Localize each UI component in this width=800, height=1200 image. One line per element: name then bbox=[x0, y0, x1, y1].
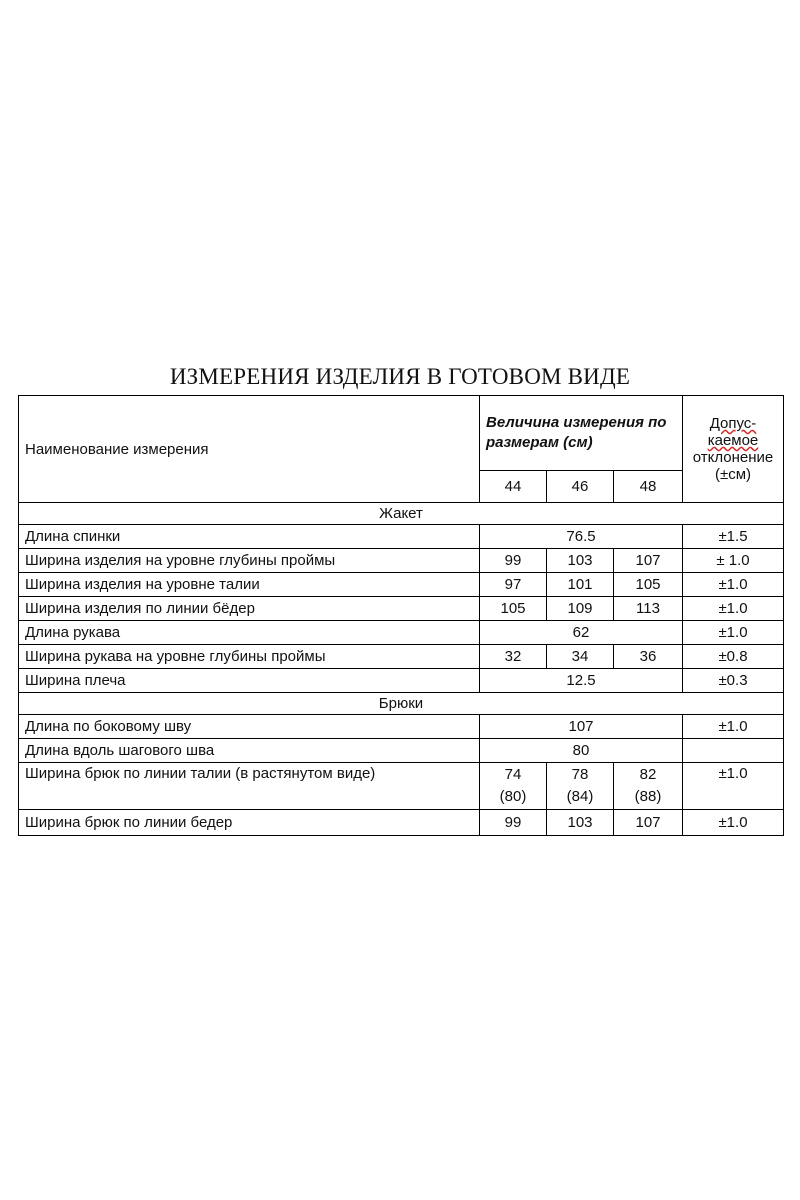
row-name: Ширина брюк по линии бедер bbox=[19, 810, 480, 836]
row-value-44: 97 bbox=[480, 573, 547, 597]
row-value-48 bbox=[614, 763, 683, 810]
row-value: 12.5 bbox=[480, 669, 683, 693]
header-name-label: Наименование измерения bbox=[19, 396, 480, 503]
table-row bbox=[19, 645, 784, 669]
row-tolerance: ±1.0 bbox=[683, 810, 784, 836]
row-value-48: 105 bbox=[614, 573, 683, 597]
row-name: Ширина плеча bbox=[19, 669, 480, 693]
row-tolerance: ±1.0 bbox=[683, 573, 784, 597]
row-value-44: 32 bbox=[480, 645, 547, 669]
page-title: ИЗМЕРЕНИЯ ИЗДЕЛИЯ В ГОТОВОМ ВИДЕ bbox=[169, 364, 631, 389]
table-row bbox=[19, 621, 784, 645]
table-row bbox=[19, 810, 784, 836]
row-value-46: 103 bbox=[547, 549, 614, 573]
row-value-46: 109 bbox=[547, 597, 614, 621]
table-row bbox=[19, 525, 784, 549]
row-tolerance: ±1.0 bbox=[683, 763, 784, 810]
row-value-46: 34 bbox=[547, 645, 614, 669]
row-value-48: 107 bbox=[614, 810, 683, 836]
row-name: Ширина рукава на уровне глубины проймы bbox=[19, 645, 480, 669]
header-tolerance-label bbox=[683, 396, 784, 503]
table-row bbox=[19, 763, 784, 810]
tol-line-1: Допус- bbox=[709, 415, 757, 432]
value-main: 78 bbox=[571, 766, 589, 783]
row-name: Ширина изделия по линии бёдер bbox=[19, 597, 480, 621]
value-main: 74 bbox=[504, 766, 522, 783]
row-tolerance: ±0.3 bbox=[683, 669, 784, 693]
row-tolerance: ±1.0 bbox=[683, 597, 784, 621]
row-value-46: 103 bbox=[547, 810, 614, 836]
tol-line-3: отклонение bbox=[692, 449, 774, 466]
table-row bbox=[19, 549, 784, 573]
table-row bbox=[19, 669, 784, 693]
row-name: Ширина изделия на уровне глубины проймы bbox=[19, 549, 480, 573]
row-value-46: 101 bbox=[547, 573, 614, 597]
row-value-44: 99 bbox=[480, 549, 547, 573]
value-main: 82 bbox=[639, 766, 657, 783]
row-tolerance: ±1.5 bbox=[683, 525, 784, 549]
table-row bbox=[19, 739, 784, 763]
row-value: 76.5 bbox=[480, 525, 683, 549]
size-48: 48 bbox=[614, 471, 683, 503]
header-size-label: Величина измерения по размерам (см) bbox=[480, 396, 683, 471]
table-row bbox=[19, 715, 784, 739]
row-name: Ширина брюк по линии талии (в растянутом виде) bbox=[19, 763, 480, 810]
tol-line-2: каемое bbox=[707, 432, 759, 449]
row-name: Ширина изделия на уровне талии bbox=[19, 573, 480, 597]
row-value: 80 bbox=[480, 739, 683, 763]
value-stretched: (84) bbox=[566, 788, 594, 805]
row-tolerance: ±1.0 bbox=[683, 715, 784, 739]
size-46: 46 bbox=[547, 471, 614, 503]
row-name: Длина рукава bbox=[19, 621, 480, 645]
row-name: Длина по боковому шву bbox=[19, 715, 480, 739]
row-tolerance: ±0.8 bbox=[683, 645, 784, 669]
row-value-44 bbox=[480, 763, 547, 810]
table-row bbox=[19, 597, 784, 621]
row-value-46 bbox=[547, 763, 614, 810]
row-value: 62 bbox=[480, 621, 683, 645]
size-44: 44 bbox=[480, 471, 547, 503]
row-tolerance: ± 1.0 bbox=[683, 549, 784, 573]
measurements-table bbox=[18, 395, 784, 836]
section-jacket: Жакет bbox=[19, 503, 784, 525]
row-value: 107 bbox=[480, 715, 683, 739]
row-value-48: 113 bbox=[614, 597, 683, 621]
value-stretched: (80) bbox=[499, 788, 527, 805]
value-stretched: (88) bbox=[634, 788, 662, 805]
row-value-48: 36 bbox=[614, 645, 683, 669]
tol-line-4: (±см) bbox=[714, 466, 752, 483]
row-value-44: 99 bbox=[480, 810, 547, 836]
row-name: Длина вдоль шагового шва bbox=[19, 739, 480, 763]
table-row bbox=[19, 573, 784, 597]
section-pants: Брюки bbox=[19, 693, 784, 715]
row-tolerance: ±1.0 bbox=[683, 621, 784, 645]
row-name: Длина спинки bbox=[19, 525, 480, 549]
row-tolerance bbox=[683, 739, 784, 763]
row-value-48: 107 bbox=[614, 549, 683, 573]
row-value-44: 105 bbox=[480, 597, 547, 621]
